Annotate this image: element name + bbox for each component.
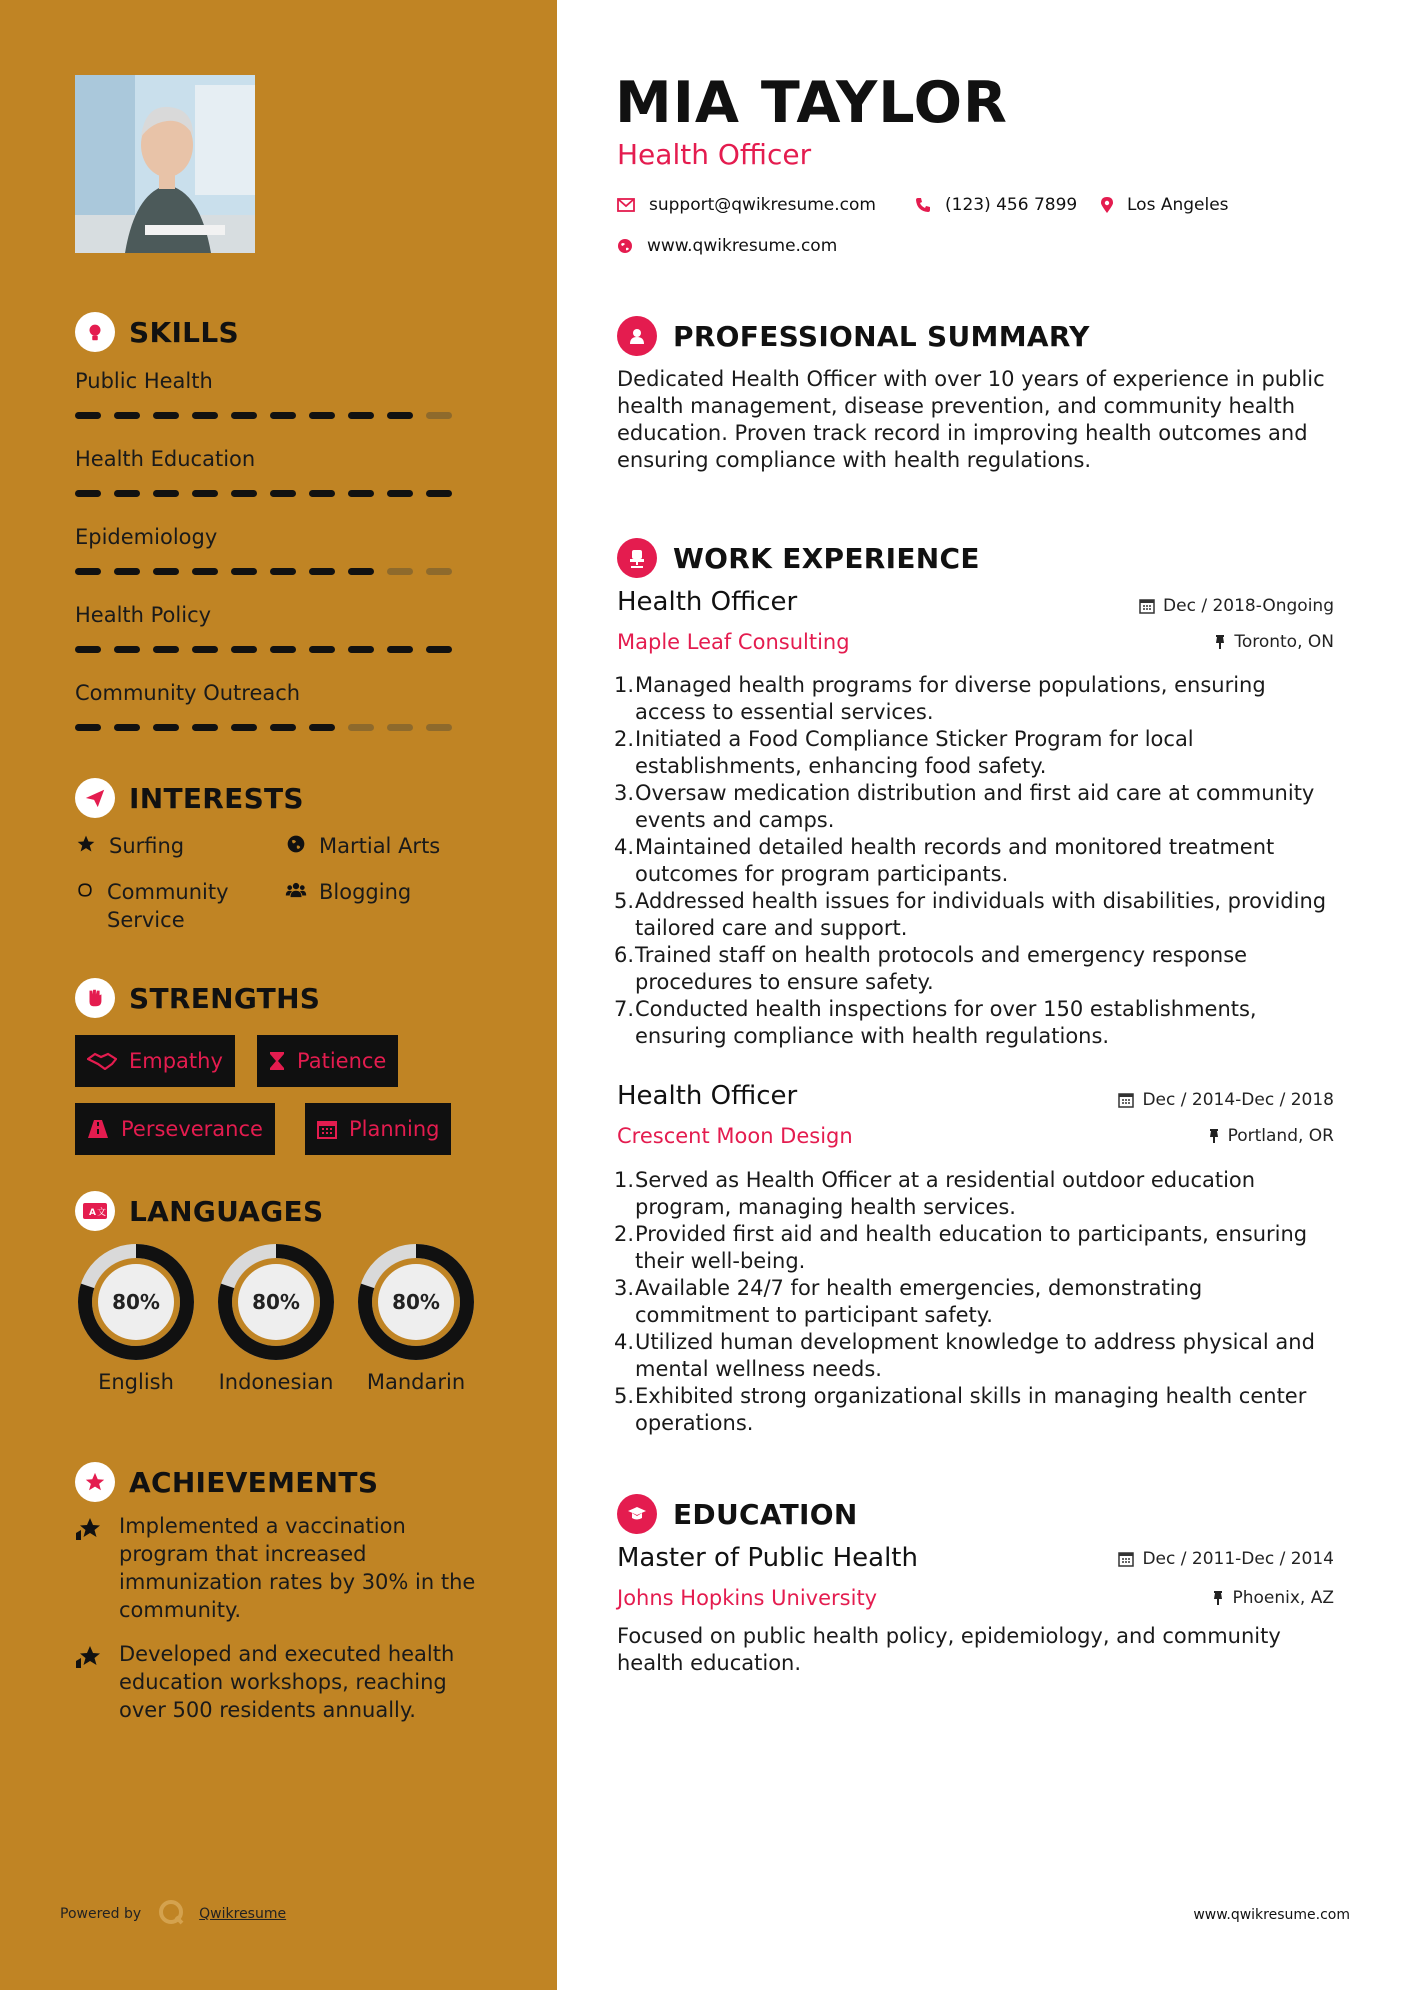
- language-name: Mandarin: [366, 1370, 466, 1394]
- bullet-item: 4. Maintained detailed health records and monitored treatment outcomes for program participants.: [614, 835, 1275, 886]
- skill-dot-filled: [270, 490, 296, 497]
- skill-level: [75, 490, 452, 497]
- svg-text:文: 文: [97, 1208, 107, 1218]
- pushpin-icon: [1212, 1590, 1224, 1606]
- bullet-text: Initiated a Food Compliance Sticker Program for local establishments, enhancing food safety.: [635, 727, 1194, 778]
- map-pin-icon: [1101, 197, 1113, 214]
- strength-label: Empathy: [129, 1049, 223, 1073]
- skill-dot-filled: [270, 412, 296, 419]
- contact-phone: [915, 195, 1077, 215]
- job-bullets: [614, 1167, 1337, 1437]
- education-description: Focused on public health policy, epidemiology, and community health education.: [617, 1624, 1281, 1675]
- skill-dot-filled: [309, 646, 335, 653]
- contact-website: [617, 236, 837, 256]
- bullet-item: 7. Conducted health inspections for over 150 establishments, ensuring compliance with health regulations.: [614, 997, 1257, 1048]
- bullet-item: 1. Served as Health Officer at a residential outdoor education program, managing health services.: [614, 1168, 1256, 1219]
- skill-level: [75, 412, 452, 419]
- bullet-item: 5. Addressed health issues for individuals with disabilities, providing tailored care and support.: [614, 889, 1327, 940]
- bullet-item: 6. Trained staff on health protocols and emergency response procedures to ensure safety.: [614, 943, 1248, 994]
- job-title: Health Officer: [617, 587, 798, 617]
- skill-dot-filled: [192, 724, 218, 731]
- skill-dot-filled: [348, 490, 374, 497]
- language-name: Indonesian: [218, 1370, 334, 1394]
- strength-tag: [305, 1103, 451, 1155]
- skill-dot-filled: [114, 568, 140, 575]
- skill-name: Epidemiology: [75, 525, 218, 549]
- skill-dot-filled: [192, 568, 218, 575]
- globe-icon: [617, 238, 633, 254]
- skill-dot-filled: [387, 412, 413, 419]
- skill-dot-filled: [192, 490, 218, 497]
- skills-heading: [75, 312, 239, 352]
- skill-dot-filled: [231, 646, 257, 653]
- language-name: English: [98, 1370, 174, 1394]
- hand-icon: [75, 878, 95, 900]
- interests-heading: [75, 778, 304, 818]
- skill-level: [75, 646, 452, 653]
- bullet-item: 5. Exhibited strong organizational skills in managing health center operations.: [614, 1384, 1307, 1435]
- skill-dot-filled: [153, 568, 179, 575]
- skill-dot-filled: [387, 646, 413, 653]
- job-dates-text: Dec / 2014-Dec / 2018: [1142, 1090, 1334, 1110]
- skill-item: [75, 522, 475, 552]
- skill-name: Public Health: [75, 369, 213, 393]
- degree-title: Master of Public Health: [617, 1543, 918, 1573]
- strength-label: Perseverance: [121, 1117, 263, 1141]
- footer-website[interactable]: www.qwikresume.com: [1193, 1907, 1350, 1923]
- achievements-heading: [75, 1462, 378, 1502]
- skill-dot-filled: [231, 490, 257, 497]
- job-location-text: Toronto, ON: [1234, 632, 1334, 652]
- skill-dot-filled: [309, 412, 335, 419]
- skill-item: [75, 678, 475, 708]
- bullet-item: 1. Managed health programs for diverse populations, ensuring access to essential services.: [614, 673, 1266, 724]
- skill-dot-filled: [153, 724, 179, 731]
- language-percent: 80%: [112, 1290, 160, 1314]
- skill-dot-filled: [153, 646, 179, 653]
- job-dates: [1139, 596, 1334, 616]
- sidebar: [0, 0, 557, 1990]
- phone-icon: [915, 197, 931, 213]
- handshake-icon: [87, 1052, 117, 1070]
- skill-dot-filled: [309, 490, 335, 497]
- strength-label: Planning: [349, 1117, 440, 1141]
- language-percent: 80%: [392, 1290, 440, 1314]
- skill-dot-filled: [231, 412, 257, 419]
- job-location: [1214, 632, 1334, 652]
- education-location: [1212, 1588, 1334, 1608]
- skill-name: Community Outreach: [75, 681, 301, 705]
- strength-label: Patience: [297, 1049, 387, 1073]
- graduation-icon: [617, 1494, 657, 1534]
- interest-label: Martial Arts: [319, 834, 441, 858]
- experience-heading: [617, 538, 980, 578]
- achievements-title: ACHIEVEMENTS: [129, 1465, 379, 1499]
- interest-label: Surfing: [109, 834, 185, 858]
- language-ring: [354, 1240, 478, 1364]
- skill-dot-filled: [192, 412, 218, 419]
- powered-by: [60, 1898, 286, 1930]
- strengths-heading: [75, 978, 320, 1018]
- bullet-text: Served as Health Officer at a residential outdoor education program, managing health services.: [635, 1168, 1256, 1219]
- interest-item: [75, 878, 265, 934]
- skill-dot-empty: [426, 568, 452, 575]
- skill-dot-filled: [114, 412, 140, 419]
- skill-dot-filled: [348, 412, 374, 419]
- job-title: Health Officer: [617, 1081, 798, 1111]
- users-icon: [285, 878, 307, 900]
- skill-name: Health Policy: [75, 603, 212, 627]
- skill-dot-filled: [153, 490, 179, 497]
- profile-photo: [75, 75, 255, 253]
- skill-dot-filled: [75, 568, 101, 575]
- school-name: Johns Hopkins University: [617, 1586, 878, 1610]
- job-location: [1208, 1126, 1334, 1146]
- calendar-icon: [1139, 598, 1155, 614]
- languages-heading: [75, 1191, 323, 1231]
- bullet-item: 3. Available 24/7 for health emergencies, demonstrating commitment to participant safety.: [614, 1276, 1203, 1327]
- skill-dot-filled: [114, 490, 140, 497]
- skill-dot-filled: [387, 490, 413, 497]
- skill-dot-filled: [270, 724, 296, 731]
- envelope-icon: [617, 198, 635, 212]
- qwikresume-link[interactable]: Qwikresume: [199, 1906, 287, 1922]
- skill-dot-filled: [309, 568, 335, 575]
- bullet-text: Trained staff on health protocols and emergency response procedures to ensure safety.: [635, 943, 1248, 994]
- job-location-text: Portland, OR: [1227, 1126, 1334, 1146]
- website-text[interactable]: www.qwikresume.com: [647, 236, 838, 256]
- bullet-text: Maintained detailed health records and monitored treatment outcomes for program participants.: [635, 835, 1275, 886]
- skill-dot-filled: [153, 412, 179, 419]
- contact-email: [617, 195, 876, 215]
- skill-dot-filled: [270, 646, 296, 653]
- education-location-text: Phoenix, AZ: [1232, 1588, 1334, 1608]
- job-bullets: [614, 672, 1337, 1050]
- strengths-title: STRENGTHS: [129, 981, 321, 1015]
- skill-dot-filled: [270, 568, 296, 575]
- strength-tag: [257, 1035, 398, 1087]
- pushpin-icon: [1214, 634, 1226, 650]
- language-item: [354, 1240, 478, 1396]
- skill-dot-filled: [114, 724, 140, 731]
- skill-dot-filled: [75, 646, 101, 653]
- lightbulb-icon: [75, 312, 115, 352]
- calendar-icon: [1118, 1551, 1134, 1567]
- interest-item: [75, 832, 184, 860]
- strength-tag: [75, 1035, 235, 1087]
- achievement-text: Developed and executed health education workshops, reaching over 500 residents annually.: [119, 1642, 455, 1722]
- skill-dot-filled: [426, 646, 452, 653]
- job-dates-text: Dec / 2018-Ongoing: [1163, 596, 1334, 616]
- star-icon: [75, 832, 97, 854]
- skill-name: Health Education: [75, 447, 256, 471]
- bullet-item: 3. Oversaw medication distribution and first aid care at community events and camps.: [614, 781, 1315, 832]
- email-text[interactable]: support@qwikresume.com: [649, 195, 876, 215]
- skill-level: [75, 568, 452, 575]
- interests-title: INTERESTS: [129, 781, 304, 815]
- summary-heading: [617, 316, 1090, 356]
- language-item: [74, 1240, 198, 1396]
- achievement-item: [75, 1640, 495, 1724]
- education-heading: [617, 1494, 858, 1534]
- interest-label: Community Service: [107, 880, 229, 932]
- skill-dot-filled: [348, 646, 374, 653]
- qwikresume-logo-icon: [157, 1898, 185, 1930]
- bullet-text: Conducted health inspections for over 150 establishments, ensuring compliance with health regulations.: [635, 997, 1257, 1048]
- powered-by-label: Powered by: [60, 1906, 142, 1922]
- trophy-star-icon: [75, 1462, 115, 1502]
- road-icon: [87, 1119, 109, 1139]
- summary-title: PROFESSIONAL SUMMARY: [673, 319, 1090, 353]
- calendar-icon: [1118, 1092, 1134, 1108]
- star-hand-icon: [75, 1512, 107, 1624]
- bullet-text: Available 24/7 for health emergencies, demonstrating commitment to participant safety.: [635, 1276, 1203, 1327]
- experience-title: WORK EXPERIENCE: [673, 541, 980, 575]
- skill-dot-filled: [75, 412, 101, 419]
- achievement-text: Implemented a vaccination program that increased immunization rates by 30% in the community.: [119, 1514, 476, 1622]
- candidate-role: Health Officer: [617, 138, 812, 171]
- interest-label: Blogging: [319, 880, 412, 904]
- language-icon: [75, 1191, 115, 1231]
- bullet-text: Oversaw medication distribution and first aid care at community events and camps.: [635, 781, 1315, 832]
- skill-dot-filled: [192, 646, 218, 653]
- skill-dot-filled: [75, 724, 101, 731]
- strength-tag: [75, 1103, 275, 1155]
- education-dates: [1118, 1549, 1334, 1569]
- skill-item: [75, 600, 475, 630]
- languages-title: LANGUAGES: [129, 1194, 324, 1228]
- skill-dot-filled: [231, 724, 257, 731]
- skill-item: [75, 444, 475, 474]
- contact-location: [1101, 195, 1229, 215]
- job-company: Maple Leaf Consulting: [617, 630, 850, 654]
- language-ring: [214, 1240, 338, 1364]
- language-ring: [74, 1240, 198, 1364]
- education-title: EDUCATION: [673, 1497, 858, 1531]
- skill-dot-filled: [426, 490, 452, 497]
- skill-dot-filled: [75, 490, 101, 497]
- bullet-text: Utilized human development knowledge to address physical and mental wellness needs.: [635, 1330, 1315, 1381]
- skill-dot-empty: [348, 724, 374, 731]
- globe-icon: [285, 832, 307, 854]
- skill-dot-filled: [114, 646, 140, 653]
- bullet-item: 4. Utilized human development knowledge to address physical and mental wellness needs.: [614, 1330, 1315, 1381]
- bullet-item: 2. Provided first aid and health education to participants, ensuring their well-being.: [614, 1222, 1308, 1273]
- hourglass-icon: [269, 1051, 285, 1071]
- fist-icon: [75, 978, 115, 1018]
- bullet-text: Provided first aid and health education to participants, ensuring their well-being.: [635, 1222, 1308, 1273]
- skill-dot-empty: [387, 568, 413, 575]
- job-dates: [1118, 1090, 1334, 1110]
- pushpin-icon: [1208, 1128, 1220, 1144]
- skill-dot-empty: [426, 724, 452, 731]
- language-percent: 80%: [252, 1290, 300, 1314]
- location-text: Los Angeles: [1127, 195, 1229, 215]
- phone-text: (123) 456 7899: [945, 195, 1078, 215]
- skill-dot-empty: [387, 724, 413, 731]
- skill-dot-empty: [426, 412, 452, 419]
- skill-level: [75, 724, 452, 731]
- education-dates-text: Dec / 2011-Dec / 2014: [1142, 1549, 1334, 1569]
- interest-item: [285, 832, 440, 860]
- skills-title: SKILLS: [129, 315, 239, 349]
- candidate-name: MIA TAYLOR: [615, 70, 1008, 136]
- skill-dot-filled: [231, 568, 257, 575]
- skill-dot-filled: [348, 568, 374, 575]
- bullet-item: 2. Initiated a Food Compliance Sticker Program for local establishments, enhancing food safety.: [614, 727, 1194, 778]
- summary-text: Dedicated Health Officer with over 10 years of experience in public health management, disease prevention, and community health education. Proven track record in improving health outcomes and ensuring compliance with health regulations.: [617, 367, 1325, 472]
- office-chair-icon: [617, 538, 657, 578]
- interest-item: [285, 878, 411, 906]
- bullet-text: Exhibited strong organizational skills in managing health center operations.: [635, 1384, 1307, 1435]
- skill-item: [75, 366, 475, 396]
- bullet-text: Addressed health issues for individuals with disabilities, providing tailored care and support.: [635, 889, 1327, 940]
- language-item: [214, 1240, 338, 1396]
- job-company: Crescent Moon Design: [617, 1124, 853, 1148]
- svg-text:A: A: [89, 1208, 96, 1218]
- user-icon: [617, 316, 657, 356]
- paper-plane-icon: [75, 778, 115, 818]
- achievement-item: [75, 1512, 495, 1624]
- star-hand-icon: [75, 1640, 107, 1724]
- skill-dot-filled: [309, 724, 335, 731]
- calendar-icon: [317, 1119, 337, 1139]
- bullet-text: Managed health programs for diverse populations, ensuring access to essential services.: [635, 673, 1266, 724]
